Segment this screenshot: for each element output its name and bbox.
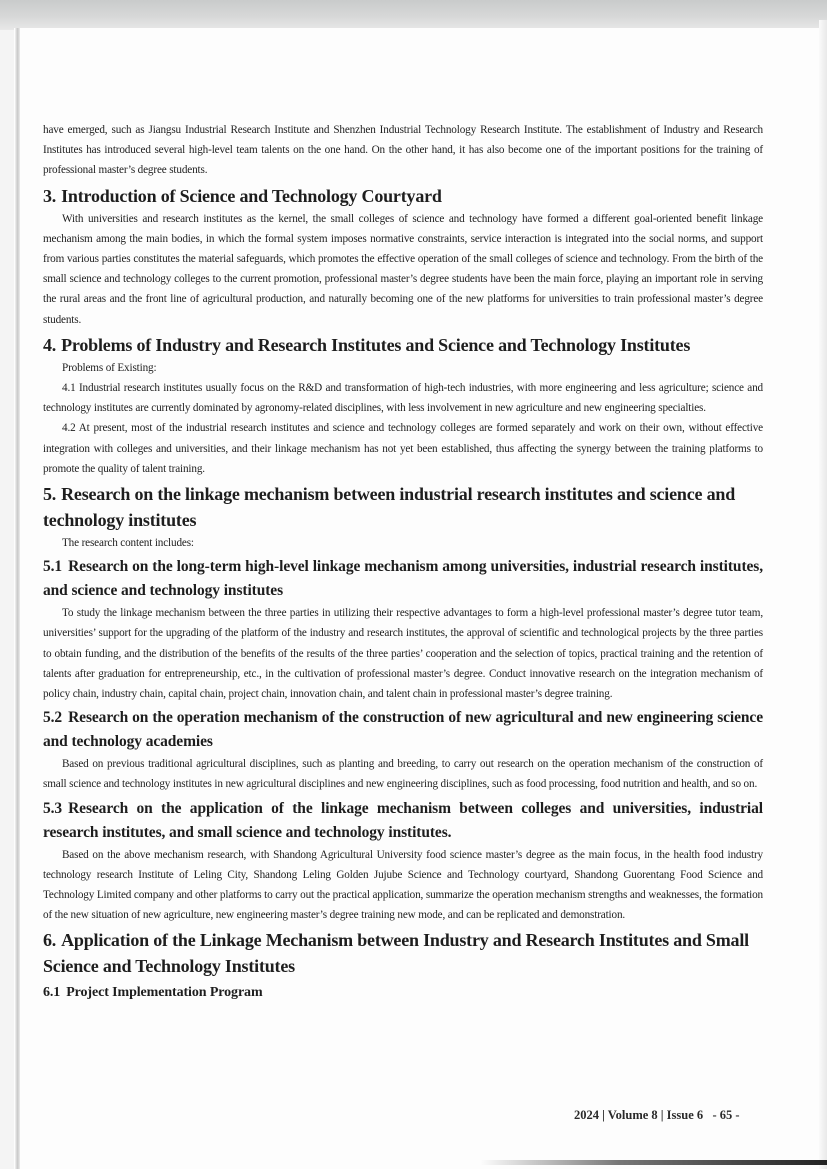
section-title: Introduction of Science and Technology Courtyard — [61, 185, 442, 206]
section-title: Application of the Linkage Mechanism between Industry and Research Institutes and Small Science and Technology Institutes — [43, 930, 749, 977]
section-4-1-paragraph: 4.1 Industrial research institutes usually focus on the R&D and transformation of high-tech industries, with more engineering and less agriculture; science and technology institutes are currently dominated by agronomy-related disciplines, with less involvement in new agriculture and new engineering specialties. — [43, 382, 763, 415]
section-6-heading — [43, 927, 763, 979]
section-4-lead: Problems of Existing: — [62, 361, 157, 374]
article-body — [43, 120, 763, 1005]
subsection-number: 6.1 — [43, 985, 61, 1001]
section-title: Research on the linkage mechanism between industrial research institutes and science and technology institutes — [43, 484, 736, 531]
footer-rule — [480, 1160, 827, 1165]
section-5-2-paragraph: Based on previous traditional agricultural disciplines, such as planting and breeding, to carry out research on the operation mechanism of the construction of small science and technology institutes in new agricultural disciplines and new engineering disciplines, such as food processing, food nutrition and health, and so on. — [43, 758, 763, 791]
section-4-2-paragraph: 4.2 At present, most of the industrial research institutes and science and technology colleges are formed separately and work on their own, without effective integration with colleges and universities, and their linkage mechanism has not yet been established, thus affecting the synergy between the training platforms to promote the quality of talent training. — [43, 422, 763, 475]
section-5-lead: The research content includes: — [62, 537, 194, 550]
subsection-number: 5.3 — [43, 799, 63, 817]
page-number: - 65 - — [712, 1108, 740, 1122]
subsection-title: Research on the long-term high-level linkage mechanism among universities, industrial research institutes, and science and technology institutes — [43, 558, 763, 600]
section-title: Problems of Industry and Research Institutes and Science and Technology Institutes — [61, 334, 691, 355]
section-number: 4. — [43, 334, 57, 355]
subsection-number: 5.2 — [43, 709, 63, 727]
page-footer — [574, 1108, 740, 1123]
scan-top-shadow — [0, 0, 827, 30]
intro-paragraph: have emerged, such as Jiangsu Industrial Research Institute and Shenzhen Industrial Technology Research Institute. The establishment of Industry and Research Institutes has introduced several high-level team talents on the one hand. On the other hand, it has also become one of the important positions for the training of professional master’s degree students. — [43, 124, 763, 177]
subsection-title: Research on the operation mechanism of the construction of new agricultural and new engineering science and technology academies — [43, 709, 763, 751]
section-5-3-paragraph: Based on the above mechanism research, with Shandong Agricultural University food science master’s degree as the main focus, in the health food industry technology research Institute of Leling City, Shandong Leling Golden Jujube Science and Technology courtyard, Shandong Guorentang Food Science and Technology Limited company and other platforms to carry out the practical application, summarize the operation mechanism strengths and weaknesses, the formation of the new situation of new agriculture, new engineering master’s degree training new mode, and can be replicated and demonstration. — [43, 848, 763, 922]
section-6-1-heading — [43, 981, 763, 1005]
section-5-2-heading — [43, 706, 763, 754]
subsection-title: Research on the application of the linkage mechanism between colleges and universities, industrial research institutes, and small science and technology institutes. — [43, 799, 763, 841]
section-5-1-paragraph: To study the linkage mechanism between the three parties in utilizing their respective advantages to form a high-level professional master’s degree tutor team, universities’ support for the upgrading of the platform of the industry and research institutes, the approval of scientific and technological projects by the three parties to obtain funding, and the distribution of the benefits of the results of the three parties’ cooperation and the selection of topics, practical training and the retention of talents after graduation for entrepreneurship, etc., in the cultivation of professional master’s degree. Conduct innovative research on the integration mechanism of policy chain, industry chain, capital chain, project chain, innovation chain, and talent chain in professional master’s degree training. — [43, 607, 763, 701]
section-3-heading — [43, 183, 763, 209]
page-left-edge — [15, 28, 20, 1169]
section-5-3-heading — [43, 797, 763, 845]
section-4-heading — [43, 332, 763, 358]
section-number: 5. — [43, 484, 57, 505]
journal-info: 2024 | Volume 8 | Issue 6 — [574, 1108, 704, 1122]
subsection-title: Project Implementation Program — [66, 985, 263, 1001]
section-3-paragraph: With universities and research institutes as the kernel, the small colleges of science and technology have formed a different goal-oriented benefit linkage mechanism among the main bodies, in which the formal system imposes normative constraints, service interaction is integrated into the social norms, and support from various parties constitutes the material safeguards, which promotes the effective operation of the small colleges of science and technology. From the birth of the small science and technology colleges to the current promotion, professional master’s degree students have been the main force, playing an important role in serving the rural areas and the front line of agricultural production, and naturally becoming one of the new platforms for universities to train professional master’s degree students. — [43, 212, 763, 326]
page-right-edge — [819, 20, 827, 1169]
subsection-number: 5.1 — [43, 558, 63, 576]
section-number: 3. — [43, 185, 57, 206]
section-5-1-heading — [43, 555, 763, 603]
section-number: 6. — [43, 930, 57, 951]
section-5-heading — [43, 481, 763, 533]
